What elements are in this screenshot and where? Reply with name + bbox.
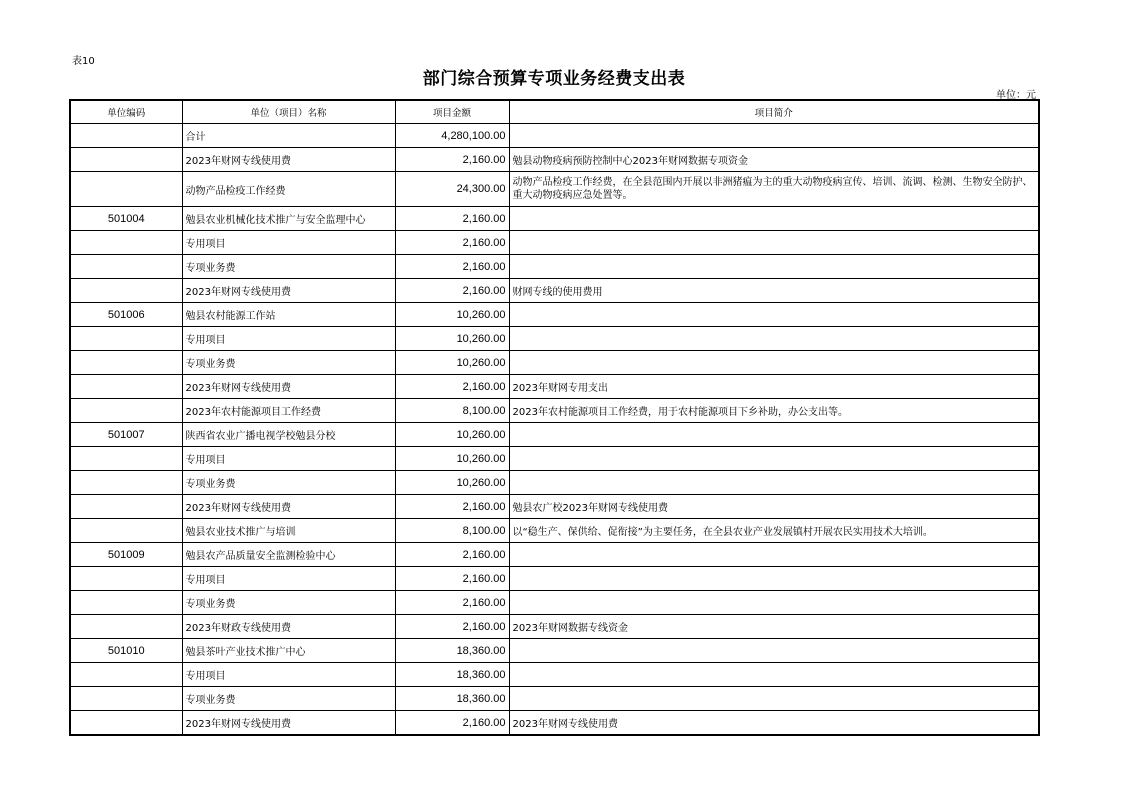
column-header-code: 单位编码 bbox=[70, 100, 182, 124]
table-row bbox=[70, 423, 1039, 447]
table-row bbox=[70, 495, 1039, 519]
amount-cell: 2,160.00 bbox=[395, 591, 509, 615]
description-cell: 以“稳生产、保供给、促衔接”为主要任务，在全县农业产业发展镇村开展农民实用技术大培训。 bbox=[509, 519, 1039, 543]
amount-cell: 2,160.00 bbox=[395, 615, 509, 639]
unit-code-cell: 501004 bbox=[70, 207, 182, 231]
unit-code-cell: 501009 bbox=[70, 543, 182, 567]
unit-code-cell bbox=[70, 711, 182, 736]
table-row bbox=[70, 303, 1039, 327]
description-cell bbox=[509, 423, 1039, 447]
item-name-cell: 动物产品检疫工作经费 bbox=[182, 172, 395, 207]
table-row bbox=[70, 255, 1039, 279]
description-cell bbox=[509, 327, 1039, 351]
amount-cell: 18,360.00 bbox=[395, 639, 509, 663]
item-name-cell: 2023年财网专线使用费 bbox=[182, 279, 395, 303]
unit-code-cell bbox=[70, 255, 182, 279]
unit-code-cell bbox=[70, 148, 182, 172]
amount-cell: 2,160.00 bbox=[395, 279, 509, 303]
amount-cell: 2,160.00 bbox=[395, 567, 509, 591]
item-name-cell: 专用项目 bbox=[182, 567, 395, 591]
amount-cell: 2,160.00 bbox=[395, 711, 509, 736]
table-row bbox=[70, 543, 1039, 567]
item-name-cell: 勉县农业机械化技术推广与安全监理中心 bbox=[182, 207, 395, 231]
table-row bbox=[70, 711, 1039, 736]
amount-cell: 2,160.00 bbox=[395, 207, 509, 231]
item-name-cell: 专项业务费 bbox=[182, 591, 395, 615]
amount-cell: 18,360.00 bbox=[395, 687, 509, 711]
table-row bbox=[70, 399, 1039, 423]
description-cell bbox=[509, 591, 1039, 615]
description-cell: 财网专线的使用费用 bbox=[509, 279, 1039, 303]
page-title: 部门综合预算专项业务经费支出表 bbox=[422, 69, 686, 89]
unit-code-cell bbox=[70, 591, 182, 615]
description-cell bbox=[509, 639, 1039, 663]
table-row bbox=[70, 639, 1039, 663]
amount-cell: 10,260.00 bbox=[395, 303, 509, 327]
unit-code-cell bbox=[70, 567, 182, 591]
unit-code-cell bbox=[70, 375, 182, 399]
table-row bbox=[70, 124, 1039, 148]
table-row bbox=[70, 591, 1039, 615]
amount-cell: 10,260.00 bbox=[395, 327, 509, 351]
amount-cell: 8,100.00 bbox=[395, 519, 509, 543]
amount-cell: 2,160.00 bbox=[395, 495, 509, 519]
table-header-row bbox=[70, 100, 1039, 124]
column-header-amount: 项目金额 bbox=[395, 100, 509, 124]
description-cell bbox=[509, 663, 1039, 687]
description-cell bbox=[509, 543, 1039, 567]
amount-cell: 10,260.00 bbox=[395, 447, 509, 471]
unit-label: 单位：元 bbox=[996, 90, 1036, 101]
unit-code-cell bbox=[70, 447, 182, 471]
description-cell bbox=[509, 351, 1039, 375]
unit-code-cell bbox=[70, 471, 182, 495]
table-row bbox=[70, 172, 1039, 207]
item-name-cell: 专用项目 bbox=[182, 447, 395, 471]
table-row bbox=[70, 687, 1039, 711]
table-row bbox=[70, 279, 1039, 303]
table-row bbox=[70, 447, 1039, 471]
amount-cell: 2,160.00 bbox=[395, 375, 509, 399]
amount-cell: 4,280,100.00 bbox=[395, 124, 509, 148]
amount-cell: 10,260.00 bbox=[395, 351, 509, 375]
description-cell: 2023年财网专用支出 bbox=[509, 375, 1039, 399]
unit-code-cell bbox=[70, 687, 182, 711]
amount-cell: 2,160.00 bbox=[395, 255, 509, 279]
item-name-cell: 专项业务费 bbox=[182, 687, 395, 711]
amount-cell: 8,100.00 bbox=[395, 399, 509, 423]
item-name-cell: 专用项目 bbox=[182, 663, 395, 687]
unit-code-cell bbox=[70, 615, 182, 639]
amount-cell: 10,260.00 bbox=[395, 423, 509, 447]
item-name-cell: 专项业务费 bbox=[182, 471, 395, 495]
item-name-cell: 合计 bbox=[182, 124, 395, 148]
table-row bbox=[70, 327, 1039, 351]
table-row bbox=[70, 148, 1039, 172]
item-name-cell: 2023年财网专线使用费 bbox=[182, 495, 395, 519]
table-row bbox=[70, 615, 1039, 639]
table-row bbox=[70, 231, 1039, 255]
table-row bbox=[70, 207, 1039, 231]
description-cell bbox=[509, 255, 1039, 279]
unit-code-cell: 501007 bbox=[70, 423, 182, 447]
item-name-cell: 勉县茶叶产业技术推广中心 bbox=[182, 639, 395, 663]
unit-code-cell bbox=[70, 399, 182, 423]
description-cell bbox=[509, 471, 1039, 495]
item-name-cell: 2023年财网专线使用费 bbox=[182, 711, 395, 736]
description-cell bbox=[509, 567, 1039, 591]
table-row bbox=[70, 567, 1039, 591]
item-name-cell: 勉县农产品质量安全监测检验中心 bbox=[182, 543, 395, 567]
unit-code-cell bbox=[70, 279, 182, 303]
item-name-cell: 勉县农业技术推广与培训 bbox=[182, 519, 395, 543]
unit-code-cell bbox=[70, 663, 182, 687]
amount-cell: 2,160.00 bbox=[395, 231, 509, 255]
description-cell: 勉县动物疫病预防控制中心2023年财网数据专项资金 bbox=[509, 148, 1039, 172]
item-name-cell: 专项业务费 bbox=[182, 255, 395, 279]
item-name-cell: 勉县农村能源工作站 bbox=[182, 303, 395, 327]
item-name-cell: 2023年农村能源项目工作经费 bbox=[182, 399, 395, 423]
table-row bbox=[70, 519, 1039, 543]
item-name-cell: 2023年财网专线使用费 bbox=[182, 375, 395, 399]
description-cell bbox=[509, 687, 1039, 711]
unit-code-cell: 501010 bbox=[70, 639, 182, 663]
item-name-cell: 2023年财政专线使用费 bbox=[182, 615, 395, 639]
amount-cell: 18,360.00 bbox=[395, 663, 509, 687]
unit-code-cell bbox=[70, 351, 182, 375]
table-row bbox=[70, 375, 1039, 399]
description-cell: 动物产品检疫工作经费，在全县范围内开展以非洲猪瘟为主的重大动物疫病宣传、培训、流调、检测、生物安全防护、重大动物疫病应急处置等。 bbox=[509, 172, 1039, 207]
unit-code-cell bbox=[70, 124, 182, 148]
description-cell bbox=[509, 231, 1039, 255]
unit-code-cell bbox=[70, 519, 182, 543]
item-name-cell: 2023年财网专线使用费 bbox=[182, 148, 395, 172]
table-row bbox=[70, 471, 1039, 495]
description-cell bbox=[509, 303, 1039, 327]
description-cell: 2023年财网专线使用费 bbox=[509, 711, 1039, 736]
description-cell: 2023年财网数据专线资金 bbox=[509, 615, 1039, 639]
amount-cell: 24,300.00 bbox=[395, 172, 509, 207]
item-name-cell: 专项业务费 bbox=[182, 351, 395, 375]
item-name-cell: 专用项目 bbox=[182, 327, 395, 351]
amount-cell: 2,160.00 bbox=[395, 543, 509, 567]
table-body bbox=[70, 124, 1039, 736]
item-name-cell: 陕西省农业广播电视学校勉县分校 bbox=[182, 423, 395, 447]
table-row bbox=[70, 663, 1039, 687]
item-name-cell: 专用项目 bbox=[182, 231, 395, 255]
amount-cell: 2,160.00 bbox=[395, 148, 509, 172]
description-cell bbox=[509, 207, 1039, 231]
unit-code-cell bbox=[70, 495, 182, 519]
description-cell: 勉县农广校2023年财网专线使用费 bbox=[509, 495, 1039, 519]
unit-code-cell bbox=[70, 327, 182, 351]
column-header-desc: 项目简介 bbox=[509, 100, 1039, 124]
description-cell bbox=[509, 447, 1039, 471]
budget-table bbox=[69, 99, 1040, 736]
description-cell: 2023年农村能源项目工作经费，用于农村能源项目下乡补助，办公支出等。 bbox=[509, 399, 1039, 423]
table-number: 表10 bbox=[72, 56, 95, 67]
unit-code-cell bbox=[70, 172, 182, 207]
table-row bbox=[70, 351, 1039, 375]
amount-cell: 10,260.00 bbox=[395, 471, 509, 495]
unit-code-cell: 501006 bbox=[70, 303, 182, 327]
column-header-name: 单位（项目）名称 bbox=[182, 100, 395, 124]
unit-code-cell bbox=[70, 231, 182, 255]
description-cell bbox=[509, 124, 1039, 148]
